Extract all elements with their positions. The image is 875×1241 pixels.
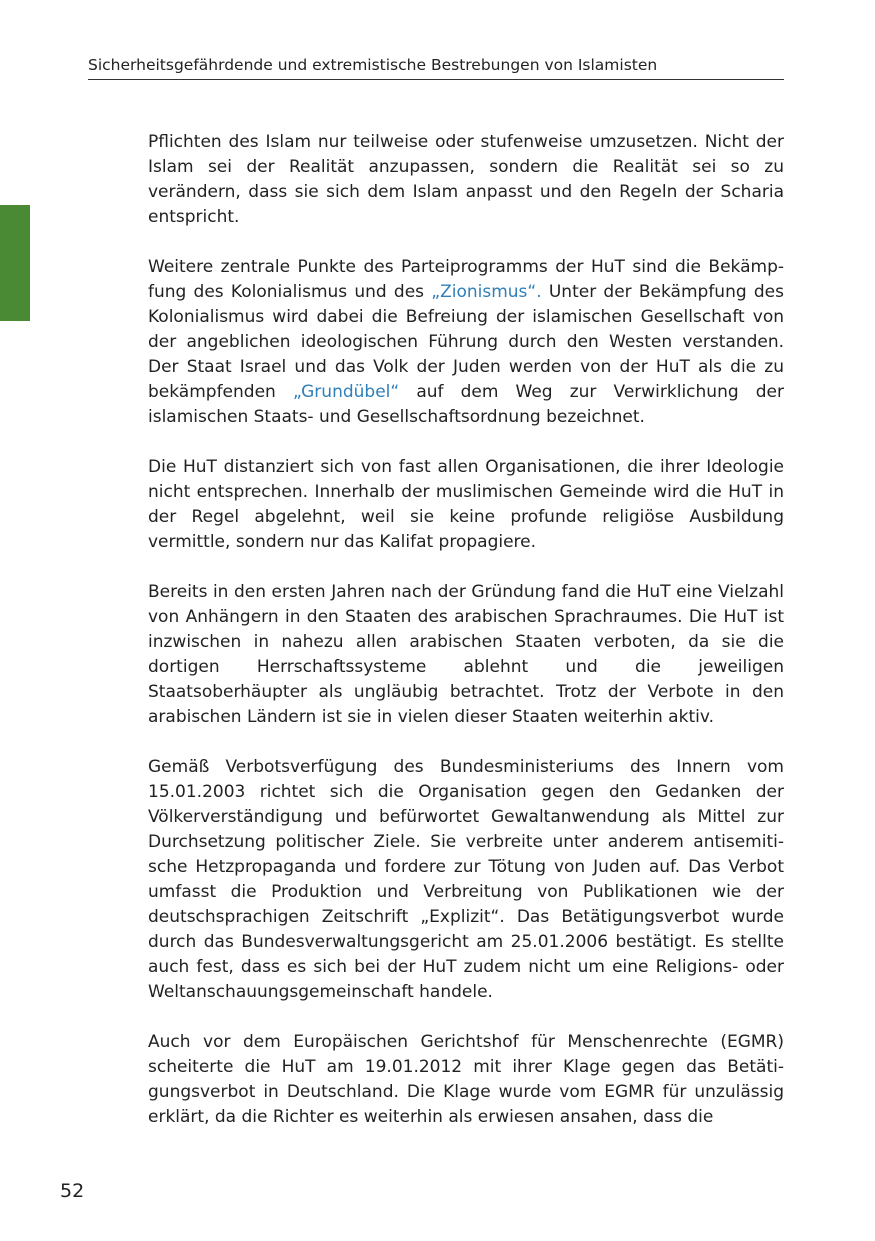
body-text xyxy=(148,130,784,1155)
paragraph-2 xyxy=(148,255,784,430)
page-number: 52 xyxy=(60,1180,85,1202)
paragraph-2-text-a: Weitere zentrale Punkte des Parteiprogramms der HuT sind die Bekämpfung des Kolonialismus und des xyxy=(148,257,784,302)
paragraph-6: Auch vor dem Europäischen Gerichtshof für Menschenrechte (EGMR) scheiterte die HuT am 19.01.2012 mit ihrer Klage gegen das Betätigungsverbot in Deutschland. Die Klage wurde vom EGMR für unzulässig erklärt, da die Richter es weiterhin als erwiesen ansahen, dass die xyxy=(148,1032,784,1127)
paragraph-3: Die HuT distanziert sich von fast allen Organisationen, die ihrer Ideologie nicht entsprechen. Innerhalb der muslimischen Gemeinde wird die HuT in der Regel abgelehnt, weil sie keine profunde religiöse Ausbildung vermittle, sondern nur das Kalifat propagiere. xyxy=(148,457,784,552)
paragraph-5: Gemäß Verbotsverfügung des Bundesministeriums des Innern vom 15.01.2003 richtet sich die Organisation gegen den Gedanken der Völkerverständigung und befürwortet Gewaltanwendung als Mittel zur Durchsetzung politischer Ziele. Sie verbreite unter anderem antisemitische Hetzpropaganda und fordere zur Tötung von Juden auf. Das Verbot umfasst die Produktion und Verbreitung von Publikationen wie der deutschsprachigen Zeitschrift „Explizit“. Das Betätigungsverbot wurde durch das Bundesverwaltungsgericht am 25.01.2006 bestätigt. Es stellte auch fest, dass es sich bei der HuT zudem nicht um eine Religions- oder Weltanschauungsgemeinschaft handele. xyxy=(148,757,784,1002)
paragraph-4: Bereits in den ersten Jahren nach der Gründung fand die HuT eine Vielzahl von Anhängern in den Staaten des arabischen Sprachraumes. Die HuT ist inzwischen in nahezu allen arabischen Staaten verboten, da sie die dortigen Herrschaftssysteme ablehnt und die jeweiligen Staatsoberhäupter als ungläubig betrachtet. Trotz der Verbote in den arabischen Ländern ist sie in vielen dieser Staaten weiterhin aktiv. xyxy=(148,582,784,727)
grunduebel-link[interactable]: „Grundübel“ xyxy=(292,382,400,402)
paragraph-2-text-b: Unter der Bekämpfung des Kolonialismus wird dabei die Befreiung der islamischen Gesellschaft von der angeblichen ideologischen Führung durch den Westen verstanden. Der Staat Israel und das Volk der Juden werden von der HuT als die zu bekämpfenden xyxy=(148,282,784,402)
zionismus-link[interactable]: „Zionismus“. xyxy=(431,282,542,302)
chapter-marker-tab xyxy=(0,205,30,321)
paragraph-1: Pflichten des Islam nur teilweise oder stufenweise umzusetzen. Nicht der Islam sei der Realität anzupassen, sondern die Realität sei so zu verändern, dass sie sich dem Islam anpasst und den Regeln der Scharia entspricht. xyxy=(148,132,784,227)
running-header: Sicherheitsgefährdende und extremistische Bestrebungen von Islamisten xyxy=(88,56,784,80)
paragraph-2-text-c: auf dem Weg zur Verwirklichung der islamischen Staats- und Gesellschaftsordnung bezeichnet. xyxy=(148,382,785,427)
